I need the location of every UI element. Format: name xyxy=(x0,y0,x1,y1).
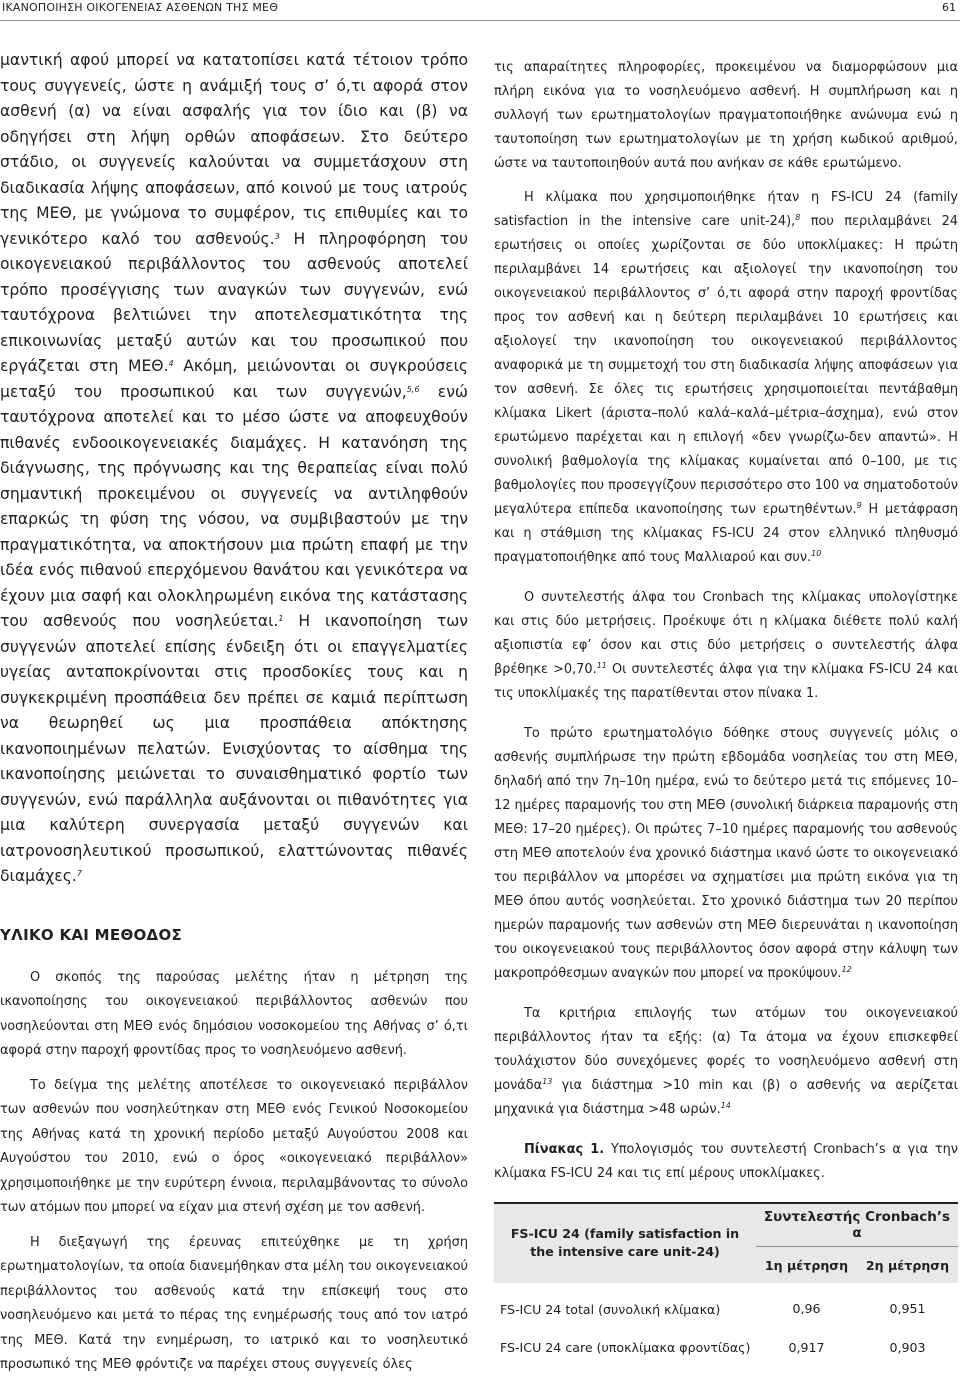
left-column xyxy=(0,48,468,1388)
methods-paragraph-3: Η διεξαγωγή της έρευνας επιτεύχθηκε με τη χρήση ερωτηματολογίων, τα οποία διανεμήθηκαν στα μέλη του οικογενειακού περιβάλλοντος του ασθενούς κατά την επίσκεψή τους στο νοσηλευόμενο και μετά το πέρας της ενημέρωσής τους από τον ιατρό της ΜΕΘ. Κατά την ενημέρωση, το ιατρικό και το νοσηλευτικό προσωπικό της ΜΕΘ φρόντιζε να παρέχει στους συγγενείς όλες xyxy=(0,1234,468,1372)
table-header-col2: 2η μέτρηση xyxy=(857,1247,958,1284)
table-row xyxy=(494,1283,958,1330)
page-header xyxy=(0,0,960,21)
table-cell-value: 0,917 xyxy=(788,1339,825,1355)
right-paragraph-1: τις απαραίτητες πληροφορίες, προκειμένου να διαμορφώσουν μια πλήρη εικόνα για το νοσηλευόμενο ασθενή. Η συμπλήρωση και η συλλογή των ερωτηματολογίων πραγματοποιήθηκε ανώνυμα ενώ η ταυτοποίηση των ερωτηματολογίων με τη χρήση κωδικού αριθμού, ώστε να ταυτοποιηθούν αυτά που ανήκαν σε κάθε ερωτώμενο. xyxy=(494,60,958,171)
table-cell-label: FS-ICU 24 care (υποκλίμακα φροντίδας) xyxy=(500,1339,751,1355)
running-title: ΙΚΑΝΟΠΟΙΗΣΗ ΟΙΚΟΓΕΝΕΙΑΣ ΑΣΘΕΝΩΝ ΤΗΣ ΜΕΘ xyxy=(2,1,279,14)
body-paragraph: μαντική αφού μπορεί να κατατοπίσει κατά τέτοιον τρόπο τους συγγενείς, ώστε η ανάμιξή τους σ’ ό,τι αφορά στον ασθενή (α) να είναι ασφαλής για τον ίδιο και (β) να οδηγήσει στη λήψη ορθών αποφάσεων. Στο δεύτερο στάδιο, οι συγγενείς καλούνται να συμμετάσχουν στη διαδικασία λήψης αποφάσεων, από κοινού με τους ιατρούς της ΜΕΘ, με γνώμονα το συμφέρον, τις επιθυμίες και το γενικότερο καλό του ασθενούς.$^3$ Η πληροφόρηση του οικογενειακού περιβάλλοντος του ασθενούς αποτελεί τρόπο προσέγγισης των αναγκών των συγγενών, ενώ ταυτόχρονα βελτιώνει την αποτελεσματικότητα της επικοινωνίας μεταξύ αυτών και του προσωπικού που εργάζεται στη ΜΕΘ.$^4$ Ακόμη, μειώνονται οι συγκρούσεις μεταξύ του προσωπικού και των συγγενών,$^{5,6}$ ενώ ταυτόχρονα αποτελεί και το μέσο ώστε να αποφευχθούν πιθανές ενδοοικογενειακές διαμάχες. Η κατανόηση της διάγνωσης, της πρόγνωσης και της θεραπείας είναι πολύ σημαντική προκειμένου οι συγγενείς να αντιληφθούν επαρκώς τη φύση της νόσου, να συμβιβαστούν με την πραγματικότητα, να αποκτήσουν μια πρώτη επαφή με την ιδέα ενός πιθανού επερχόμενου θανάτου και γενικότερα να έχουν μια σαφή και ολοκληρωμένη εικόνα της κατάστασης του ασθενούς που νοσηλεύεται.$^1$ Η ικανοποίηση των συγγενών αποτελεί επίσης ένδειξη ότι οι επαγγελματίες υγείας ανταποκρίνονται στις προσδοκίες τους και η συγκεκριμένη προσπάθεια δεν πρέπει σε καμιά περίπτωση να θεωρηθεί ως μια προσπάθεια απόκτησης ικανοποιημένων πελατών. Ενισχύοντας το αίσθημα της ικανοποίησης μειώνεται το συναισθηματικό φορτίο των συγγενών, ενώ παράλληλα αυξάνονται οι πιθανότητες για μια καλύτερη συνεργασία μεταξύ συγγενών και ιατρονοσηλευτικού προσωπικού, ελαττώνοντας πιθανές διαμάχες.$^7$ xyxy=(0,51,469,885)
table-header-group: Συντελεστής Cronbach’s α xyxy=(756,1203,958,1247)
right-column xyxy=(494,56,958,1357)
right-paragraph-5: Τα κριτήρια επιλογής των ατόμων του οικογενειακού περιβάλλοντος ήταν τα εξής: (α) Τα άτομα να έχουν επισκεφθεί τουλάχιστον δύο συνεχόμενες φορές το νοσηλευόμενο ασθενή στη μονάδα$^{13}$ για διάστημα >10 min και (β) ο ασθενής να αερίζεται μηχανικά για διάστημα >48 ωρών.$^{14}$ xyxy=(494,1006,958,1117)
page-number: 61 xyxy=(942,1,956,14)
table-cell-value: 0,903 xyxy=(889,1339,926,1355)
methods-paragraph-2: Το δείγμα της μελέτης αποτέλεσε το οικογενειακό περιβάλλον των ασθενών που νοσηλεύτηκαν στη ΜΕΘ ενός Γενικού Νοσοκομείου της Αθήνας κατά τη χρονική περίοδο μεταξύ Αυγούστου 2008 και Αυγούστου του 2010, ενώ ο όρος «οικογενειακό περιβάλλον» χρησιμοποιήθηκε με την ευρύτερη έννοια, περιλαμβάνοντας το σύνολο των ατόμων που μπορεί να είχαν μια στενή σχέση με τον ασθενή. xyxy=(0,1077,468,1215)
right-paragraph-4: Το πρώτο ερωτηματολόγιο δόθηκε στους συγγενείς μόλις ο ασθενής συμπλήρωσε την πρώτη εβδομάδα νοσηλείας του στη ΜΕΘ, δηλαδή από την 7η–10η ημέρα, ενώ το δεύτερο μετά τις επόμενες 10–12 ημέρες παραμονής του στη ΜΕΘ (συνολική διάρκεια παραμονής στη ΜΕΘ: 17–20 ημέρες). Οι πρώτες 7–10 ημέρες παραμονής του ασθενούς στη ΜΕΘ αποτελούν ένα χρονικό διάστημα ικανό ώστε το οικογενειακό του περιβάλλον να μπορέσει να σχηματίσει μια πρώτη εικόνα για τη ΜΕΘ όπου αυτός νοσηλεύεται. Στο χρονικό διάστημα των 20 περίπου ημερών παραμονής των ασθενών στη ΜΕΘ διερευνάται η ικανοποίηση του οικογενειακού τους περιβάλλοντος όσον αφορά στην κάλυψη των μακροπρόθεσμων αναγκών που μπορεί να προκύψουν.$^{12}$ xyxy=(494,726,958,981)
table-header-title: FS-ICU 24 (family satisfaction in the intensive care unit-24) xyxy=(494,1203,756,1283)
right-paragraph-3: Ο συντελεστής άλφα του Cronbach της κλίμακας υπολογίστηκε και στις δύο μετρήσεις. Προέκυψε ότι η κλίμακα διέθετε πολύ καλή αξιοπιστία εφ’ όσον και στις δύο μετρήσεις ο συντελεστής άλφα βρέθηκε >0,70.11 Οι συντελεστές άλφα για την κλίμακα FS-ICU 24 και τις υποκλίμακές της παρατίθενται στον πίνακα 1. xyxy=(494,590,958,701)
table-cell-value: 0,951 xyxy=(889,1301,926,1316)
table-header-col1: 1η μέτρηση xyxy=(756,1247,857,1284)
right-paragraph-2: Η κλίμακα που χρησιμοποιήθηκε ήταν η FS-ICU 24 (family satisfaction in the intensive care unit-24),$^8$ που περιλαμβάνει 24 ερωτήσεις οι οποίες χωρίζονται σε δύο υποκλίμακες: Η πρώτη περιλαμβάνει 14 ερωτήσεις και αξιολογεί την ικανοποίηση του οικογενειακού περιβάλλοντος σ’ ό,τι αφορά στην παροχή φροντίδας προς τον ασθενή και η δεύτερη περιλαμβάνει 10 ερωτήσεις και αξιολογεί την ικανοποίηση του οικογενειακού περιβάλλοντος αναφορικά με τη συμμετοχή του στη διαδικασία λήψης αποφάσεων για τον ασθενή. Σε όλες τις ερωτήσεις χρησιμοποιείται πεντάβαθμη κλίμακα Likert (άριστα–πολύ καλά–καλά–μέτρια–άσχημα), ενώ στον ερωτώμενο παρέχεται και η επιλογή «δεν γνωρίζω-δεν απαντώ». Η συνολική βαθμολογία της κλίμακας κυμαίνεται από 0–100, με τις βαθμολογίες που προσεγγίζουν περισσότερο στο 100 να σηματοδοτούν μεγαλύτερα επίπεδα ικανοποίησης των ερωτηθέντων.$^9$ Η μετάφραση και η στάθμιση της κλίμακας FS-ICU 24 στον ελληνικό πληθυσμό πραγματοποιήθηκε από τους Μαλλιαρού και συν.$^{10}$ xyxy=(494,190,959,565)
table-caption-label: Πίνακας 1. xyxy=(524,1142,605,1157)
table-caption: Πίνακας 1. Υπολογισμός του συντελεστή Cronbach’s α για την κλίμακα FS-ICU 24 και τις επί μέρους υποκλίμακες. xyxy=(494,1142,958,1181)
table-row xyxy=(494,1330,958,1357)
table-cell-value: 0,96 xyxy=(792,1301,821,1316)
introduction-continued xyxy=(0,48,468,890)
methods-text xyxy=(0,966,468,1378)
methods-paragraph-1: Ο σκοπός της παρούσας μελέτης ήταν η μέτρηση της ικανοποίησης του οικογενειακού περιβάλλοντος ασθενών που νοσηλεύονται στη ΜΕΘ ενός δημόσιου νοσοκομείου της Αθήνας σ’ ό,τι αφορά στην παροχή φροντίδας προς το νοσηλευόμενο ασθενή. xyxy=(0,969,468,1058)
table-cell-label: FS-ICU 24 total (συνολική κλίμακα) xyxy=(500,1301,721,1317)
cronbach-table xyxy=(494,1202,958,1357)
section-heading: ΥΛΙΚΟ ΚΑΙ ΜΕΘΟΔΟΣ xyxy=(0,925,183,944)
